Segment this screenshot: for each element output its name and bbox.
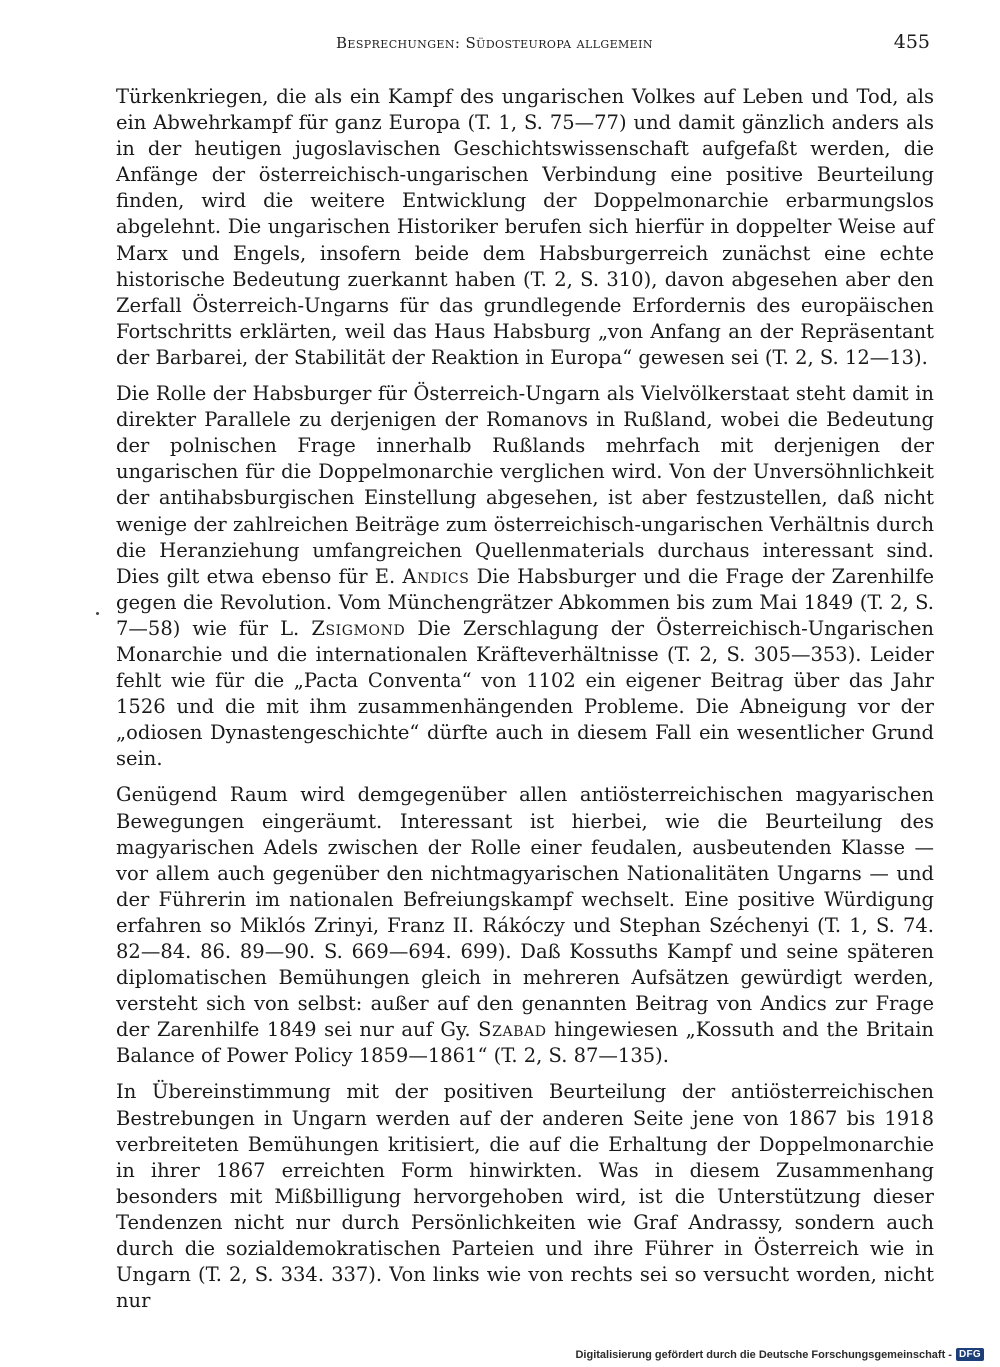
paragraph-3-text-a: Genügend Raum wird demgegenüber allen antiösterreichischen magyarischen Bewegungen eingeräumt. Interessant ist hierbei, wie die Beurteilung des magyarischen Adels zwischen der Rolle einer feudalen, ausbeutenden Klasse — vor allem auch gegenüber den nichtmagyarischen Nationalitäten Ungarns — und der Führerin im nationalen Befreiungskampf wechselt. Eine positive Würdigung erfahren so Miklós Zrinyi, Franz II. Rákóczy und Stephan Széchenyi (T. 1, S. 74. 82—84. 86. 89—90. S. 669—694. 699). Daß Kossuths Kampf und seine späteren diplomatischen Bemühungen gleich in mehreren Aufsätzen gewürdigt werden, versteht sich von selbst: außer auf den genannten Beitrag von Andics zur Frage der Zarenhilfe 1849 sei nur auf Gy. xyxy=(116,783,934,1042)
paragraph-1-text: Türkenkriegen, die als ein Kampf des ungarischen Volkes auf Leben und Tod, als ein Abwehrkampf für ganz Europa (T. 1, S. 75—77) und damit gänzlich anders als in der heutigen jugoslavischen Geschichtswissenschaft aufgefaßt werden, die Anfänge der österreichisch-ungarischen Verbindung eine positive Beurteilung finden, wird die weitere Entwicklung der Doppelmonarchie erbarmungslos abgelehnt. Die ungarischen Historiker berufen sich hierfür in doppelter Weise auf Marx und Engels, insofern beide dem Habsburgerreich zunächst eine echte historische Bedeutung zuerkannt haben (T. 2, S. 310), davon abgesehen aber den Zerfall Österreich-Ungarns für das grundlegende Erfordernis des europäischen Fortschritts erklärten, weil das Haus Habsburg „von Anfang an der Repräsentant der Barbarei, der Stabilität der Reaktion in Europa“ gewesen sei (T. 2, S. 12—13). xyxy=(116,85,934,369)
running-head: Besprechungen: Südosteuropa allgemein xyxy=(336,34,653,52)
paragraph-4-text: In Übereinstimmung mit der positiven Beurteilung der antiösterreichischen Bestrebungen in Ungarn werden auf der anderen Seite jene von 1867 bis 1918 verbreiteten Bemühungen kritisiert, die auf die Erhaltung der Doppelmonarchie in ihrer 1867 erreichten Form hinwirkten. Was in diesem Zusammenhang besonders mit Mißbilligung hervorgehoben wird, ist die Unterstützung dieser Tendenzen nicht nur durch Persönlichkeiten wie Graf Andrassy, sondern auch durch die sozialdemokratischen Parteien und ihre Führer in Österreich wie in Ungarn (T. 2, S. 334. 337). Von links wie von rechts sei so versucht worden, nicht nur xyxy=(116,1080,934,1313)
page-header xyxy=(116,31,934,58)
author-zsigmond: Zsigmond xyxy=(311,616,406,640)
paragraph-4 xyxy=(116,1079,934,1314)
paragraph-2-text-c: Die Zerschlagung der Österreichisch-Ungarischen Monarchie und die internationalen Kräfteverhältnisse (T. 2, S. 305—353). Leider fehlt wie für die „Pacta Conventa“ von 1102 ein eigener Beitrag über das Jahr 1526 und die mit ihm zusammenhängenden Probleme. Die Abneigung vor der „odiosen Dynastengeschichte“ dürfte auch in diesem Fall ein wesentlicher Grund sein. xyxy=(116,616,934,771)
margin-mark xyxy=(96,612,99,615)
author-andics: Andics xyxy=(402,564,470,588)
dfg-logo: DFG xyxy=(956,1348,984,1361)
paragraph-1 xyxy=(116,84,934,371)
author-szabad: Szabad xyxy=(478,1018,547,1042)
paragraph-2 xyxy=(116,381,934,772)
paragraph-3 xyxy=(116,782,934,1069)
body-text xyxy=(116,84,934,1324)
page-number: 455 xyxy=(893,31,930,53)
paragraph-3-text-b: hingewiesen „Kossuth and the Britain Balance of Power Policy 1859—1861“ (T. 2, S. 87—135). xyxy=(116,1018,934,1068)
paragraph-2-text-b: Die Habsburger und die Frage der Zarenhilfe gegen die Revolution. Vom Münchengrätzer Abkommen bis zum Mai 1849 (T. 2, S. 7—58) wie für L. xyxy=(116,564,935,640)
paragraph-2-text-a: Die Rolle der Habsburger für Österreich-Ungarn als Vielvölkerstaat steht damit in direkter Parallele zu derjenigen der Romanovs in Rußland, wobei die Bedeutung der polnischen Frage innerhalb Rußlands mehrfach mit derjenigen der ungarischen für die Doppelmonarchie verglichen wird. Von der Unversöhnlichkeit der antihabsburgischen Einstellung abgesehen, ist aber festzustellen, daß nicht wenige der zahlreichen Beiträge zum österreichisch-ungarischen Verhältnis durch die Heranziehung umfangreichen Quellenmaterials durchaus interessant sind. Dies gilt etwa ebenso für E. xyxy=(116,382,934,588)
digitization-credit xyxy=(575,1348,984,1361)
credit-text: Digitalisierung gefördert durch die Deutsche Forschungsgemeinschaft - xyxy=(575,1348,952,1361)
